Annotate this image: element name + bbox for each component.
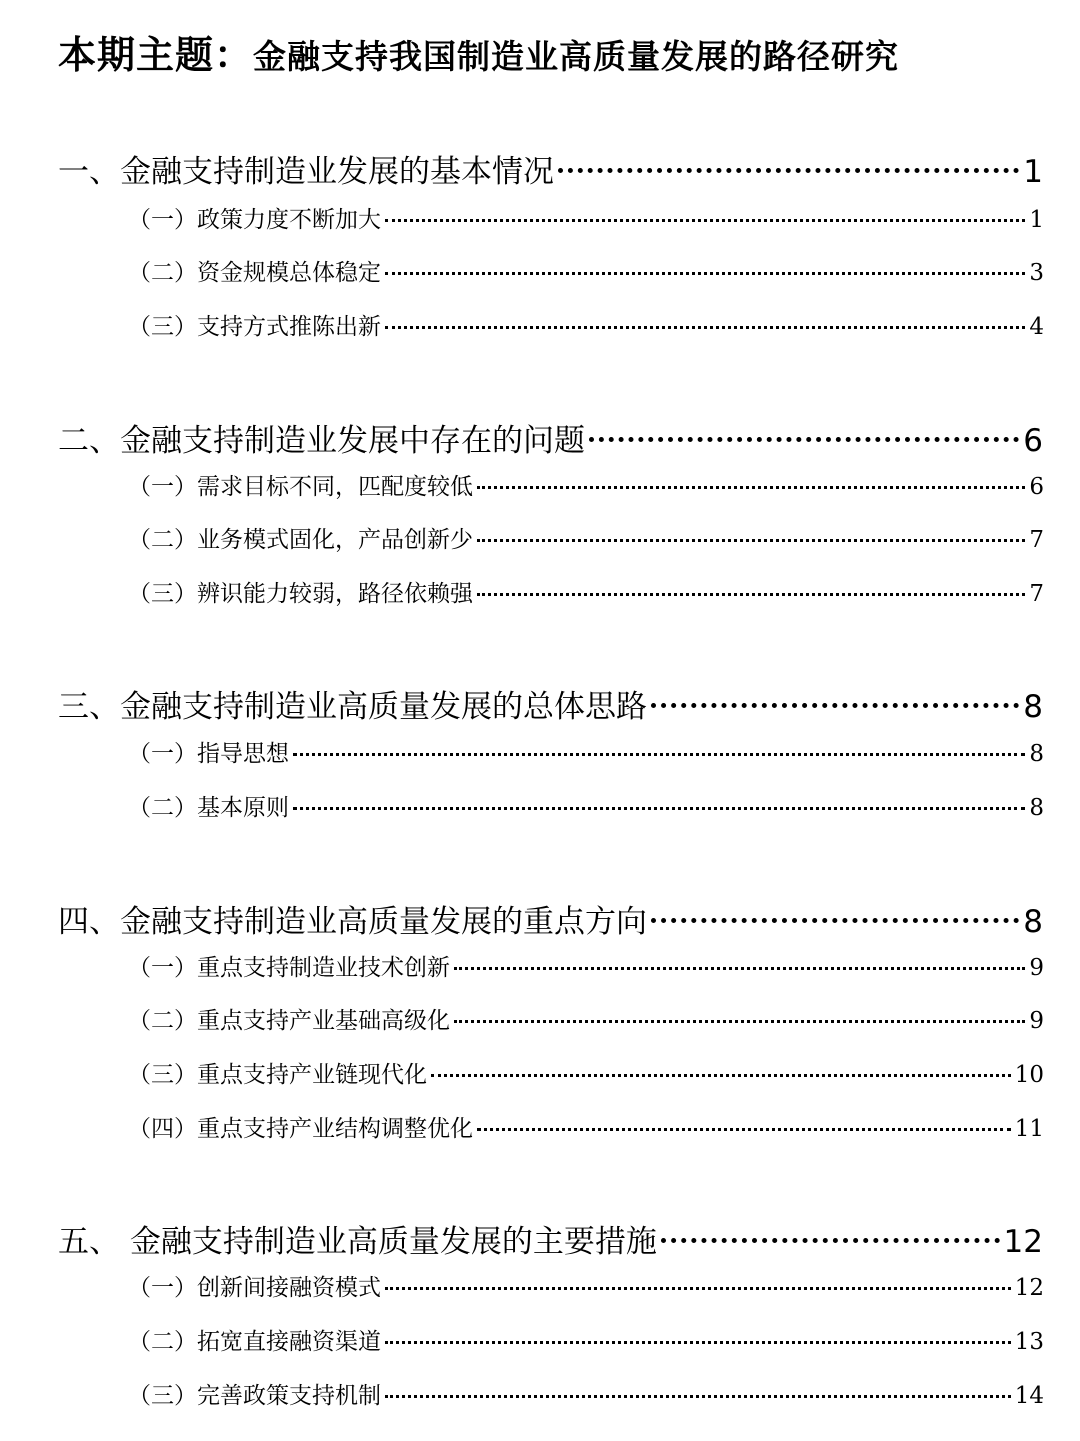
page-title [58,24,1048,84]
dot-leader [385,1395,1011,1398]
toc-subsection-title: （一）指导思想 [128,741,289,767]
dot-leader [293,807,1025,810]
toc-subsection-title: （一）创新间接融资模式 [128,1275,381,1301]
dot-leader [558,168,1019,173]
toc-subsection-title: （四）重点支持产业结构调整优化 [128,1116,473,1142]
toc-section-5[interactable] [58,1216,1043,1260]
toc-subsection-title: （三）完善政策支持机制 [128,1383,381,1409]
toc-subsection-4-1[interactable] [128,949,1044,981]
dot-leader [589,437,1019,442]
toc-page-number: 1 [1023,154,1043,190]
toc-page-number: 9 [1029,955,1044,981]
toc-subsection-5-1[interactable] [128,1269,1044,1301]
dot-leader [651,703,1019,708]
toc-subsection-1-2[interactable] [128,254,1044,286]
toc-page-number: 11 [1014,1116,1044,1142]
toc-subsection-title: （一）需求目标不同，匹配度较低 [128,474,473,500]
toc-page-number: 4 [1029,314,1044,340]
dot-leader [651,918,1019,923]
toc-subsection-title: （二）重点支持产业基础高级化 [128,1008,450,1034]
dot-leader [477,486,1025,489]
dot-leader [454,1020,1025,1023]
toc-subsection-title: （三）重点支持产业链现代化 [128,1062,427,1088]
dot-leader [385,1341,1011,1344]
toc-subsection-5-3[interactable] [128,1377,1044,1409]
toc-subsection-4-2[interactable] [128,1002,1044,1034]
toc-page-number: 14 [1014,1383,1044,1409]
toc-subsection-4-4[interactable] [128,1110,1044,1142]
toc-page-number: 7 [1029,527,1044,553]
toc-section-title: 四、金融支持制造业高质量发展的重点方向 [58,904,647,940]
toc-page-number: 8 [1029,741,1044,767]
toc-subsection-2-3[interactable] [128,575,1044,607]
dot-leader [661,1238,1000,1243]
dot-leader [385,272,1025,275]
toc-page-number: 6 [1029,474,1044,500]
toc-section-title: 五、 金融支持制造业高质量发展的主要措施 [58,1224,657,1260]
dot-leader [477,539,1025,542]
toc-page-number: 3 [1029,260,1044,286]
toc-subsection-3-1[interactable] [128,735,1044,767]
title-prefix: 本期主题： [58,33,254,77]
toc-page-number: 7 [1029,581,1044,607]
toc-page-number: 8 [1023,689,1043,725]
toc-page-number: 12 [1014,1275,1044,1301]
toc-section-3[interactable] [58,681,1043,725]
dot-leader [454,967,1025,970]
dot-leader [431,1074,1011,1077]
dot-leader [477,593,1025,596]
toc-subsection-title: （二）基本原则 [128,795,289,821]
toc-page-number: 8 [1029,795,1044,821]
toc-section-title: 一、金融支持制造业发展的基本情况 [58,154,554,190]
dot-leader [385,219,1025,222]
toc-page-number: 9 [1029,1008,1044,1034]
toc-subsection-2-2[interactable] [128,521,1044,553]
toc-page-number: 1 [1029,207,1044,233]
toc-page-number: 6 [1023,423,1043,459]
toc-section-1[interactable] [58,146,1043,190]
toc-section-title: 二、金融支持制造业发展中存在的问题 [58,423,585,459]
toc-subsection-title: （二）拓宽直接融资渠道 [128,1329,381,1355]
dot-leader [477,1128,1011,1131]
dot-leader [293,753,1025,756]
toc-subsection-title: （三）支持方式推陈出新 [128,314,381,340]
toc-subsection-title: （一）重点支持制造业技术创新 [128,955,450,981]
toc-page-number: 13 [1014,1329,1044,1355]
toc-subsection-5-2[interactable] [128,1323,1044,1355]
toc-subsection-title: （一）政策力度不断加大 [128,207,381,233]
toc-subsection-title: （三）辨识能力较弱，路径依赖强 [128,581,473,607]
toc-subsection-3-2[interactable] [128,789,1044,821]
toc-subsection-1-3[interactable] [128,308,1044,340]
toc-page-number: 8 [1023,904,1043,940]
toc-section-2[interactable] [58,415,1043,459]
dot-leader [385,326,1025,329]
toc-page-number: 12 [1003,1224,1043,1260]
toc-subsection-1-1[interactable] [128,201,1044,233]
toc-subsection-4-3[interactable] [128,1056,1044,1088]
toc-section-4[interactable] [58,896,1043,940]
toc-subsection-2-1[interactable] [128,468,1044,500]
dot-leader [385,1287,1011,1290]
toc-subsection-title: （二）业务模式固化，产品创新少 [128,527,473,553]
toc-section-title: 三、金融支持制造业高质量发展的总体思路 [58,689,647,725]
title-theme: 金融支持我国制造业高质量发展的路径研究 [253,37,900,76]
toc-page-number: 10 [1014,1062,1044,1088]
toc-subsection-title: （二）资金规模总体稳定 [128,260,381,286]
